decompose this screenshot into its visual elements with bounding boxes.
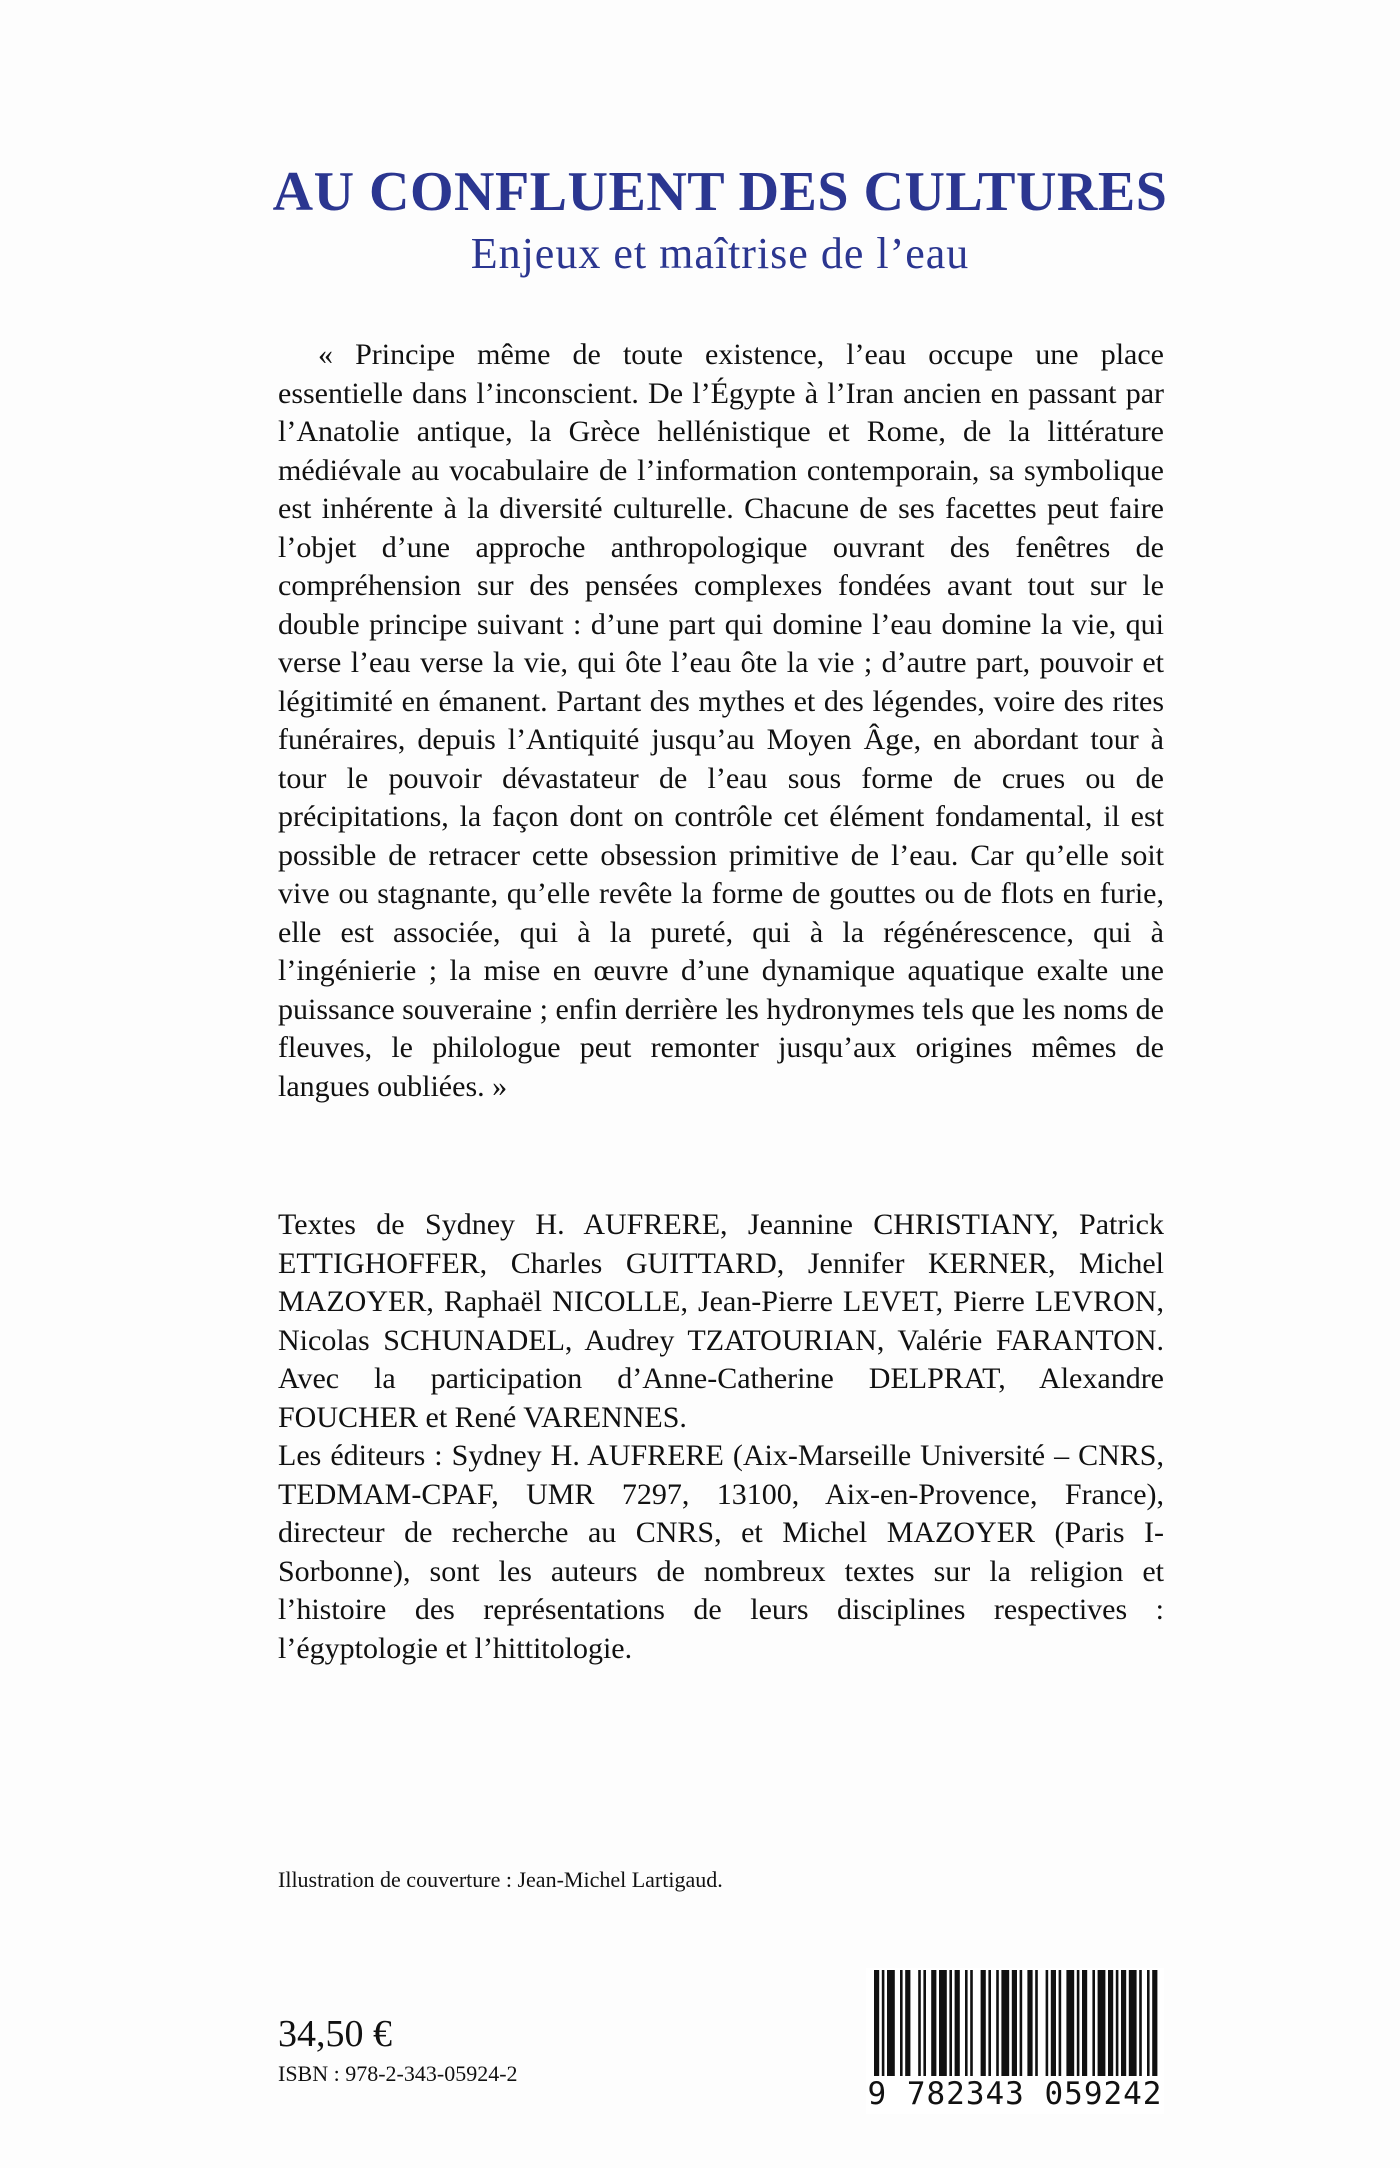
editors-paragraph: Les éditeurs : Sydney H. AUFRERE (Aix-Marseille Université – CNRS, TEDMAM-CPAF, UMR 7297, 13100, Aix-en-Provence, France), directeur de recherche au CNRS, et Michel MAZOYER (Paris I-Sorbonne), sont les auteurs de nombreux textes sur la religion et l’histoire des représentations de leurs disciplines respectives : l’égyptologie et l’hittitologie. [278, 1439, 1164, 1665]
barcode [866, 1968, 1164, 2114]
barcode-bar [1020, 1970, 1023, 2076]
book-title: AU CONFLUENT DES CULTURES [272, 161, 1168, 223]
barcode-bar [900, 1970, 903, 2076]
barcode-bar [1139, 1970, 1142, 2076]
barcode-bar [970, 1970, 973, 2076]
barcode-bar [1147, 1970, 1150, 2076]
barcode-bar [939, 1970, 947, 2076]
barcode-bar [1152, 1970, 1157, 2076]
barcode-bar [1098, 1970, 1106, 2076]
barcode-bar [882, 1970, 885, 2076]
barcode-bar [949, 1970, 952, 2076]
barcode-bar [1046, 1970, 1049, 2076]
barcode-bar [887, 1970, 895, 2076]
barcode-bar [1121, 1970, 1126, 2076]
barcode-bar [1035, 1970, 1038, 2076]
barcode-bar [1027, 1970, 1032, 2076]
barcode-bar [1082, 1970, 1087, 2076]
barcode-bar [1077, 1970, 1080, 2076]
barcode-bar [1108, 1970, 1113, 2076]
barcode-bar [905, 1970, 910, 2076]
barcode-bar [996, 1970, 999, 2076]
barcode-bar [955, 1970, 960, 2076]
barcode-bar [1059, 1970, 1062, 2076]
barcode-bar [1066, 1970, 1074, 2076]
price: 34,50 € [278, 2013, 392, 2055]
barcode-bar [988, 1970, 991, 2076]
book-subtitle: Enjeux et maîtrise de l’eau [470, 229, 970, 278]
barcode-bar [965, 1970, 968, 2076]
blurb-paragraph: « Principe même de toute existence, l’eau occupe une place essentielle dans l’inconscient. De l’Égypte à l’Iran ancien en passant par l’Anatolie antique, la Grèce hellénistique et Rome, de la littérature médiévale au vocabulaire de l’information contemporain, sa symbolique est inhérente à la diversité culturelle. Chacune de ses facettes peut faire l’objet d’une approche anthropologique ouvrant des fenêtres de compréhension sur des pensées complexes fondées avant tout sur le double principe suivant : d’une part qui domine l’eau domine la vie, qui verse l’eau verse la vie, qui ôte l’eau ôte la vie ; d’autre part, pouvoir et légitimité en émanent. Partant des mythes et des légendes, voire des rites funéraires, depuis l’Antiquité jusqu’au Moyen Âge, en abordant tour à tour le pouvoir dévastateur de l’eau sous forme de crues ou de précipitations, la façon dont on contrôle cet élément fondamental, il est possible de retracer cette obsession primitive de l’eau. Car qu’elle soit vive ou stagnante, qu’elle revête la forme de gouttes ou de flots en furie, elle est associée, qui à la pureté, qui à la régénérescence, qui à l’ingénierie ; la mise en œuvre d’une dynamique aquatique exalte une puissance souveraine ; enfin derrière les hydronymes tels que les noms de fleuves, le philologue peut remonter jusqu’aux origines mêmes de langues oubliées. » [278, 338, 1164, 1103]
barcode-bar [1129, 1970, 1137, 2076]
barcode-bar [923, 1970, 926, 2076]
barcode-bar [918, 1970, 921, 2076]
isbn: ISBN : 978-2-343-05924-2 [278, 2061, 518, 2086]
barcode-bar [1116, 1970, 1119, 2076]
barcode-bar [981, 1970, 986, 2076]
authors-paragraph: Textes de Sydney H. AUFRERE, Jeannine CHRISTIANY, Patrick ETTIGHOFFER, Charles GUITTARD, Jennifer KERNER, Michel MAZOYER, Raphaël NICOLLE, Jean-Pierre LEVET, Pierre LEVRON, Nicolas SCHUNADEL, Audrey TZATOURIAN, Valérie FARANTON. Avec la participation d’Anne-Catherine DELPRAT, Alexandre FOUCHER et René VARENNES. [278, 1208, 1164, 1434]
barcode-digits: 9 782343 059242 [867, 2076, 1163, 2112]
barcode-bars-icon [866, 1968, 1164, 2080]
barcode-bar [931, 1970, 936, 2076]
barcode-bar [1012, 1970, 1017, 2076]
barcode-bar [1001, 1970, 1009, 2076]
barcode-bar [874, 1970, 879, 2076]
barcode-bar [1051, 1970, 1056, 2076]
barcode-bar [1092, 1970, 1095, 2076]
credits-section [278, 1206, 1164, 1668]
illustration-credit: Illustration de couverture : Jean-Michel Lartigaud. [278, 1867, 723, 1892]
